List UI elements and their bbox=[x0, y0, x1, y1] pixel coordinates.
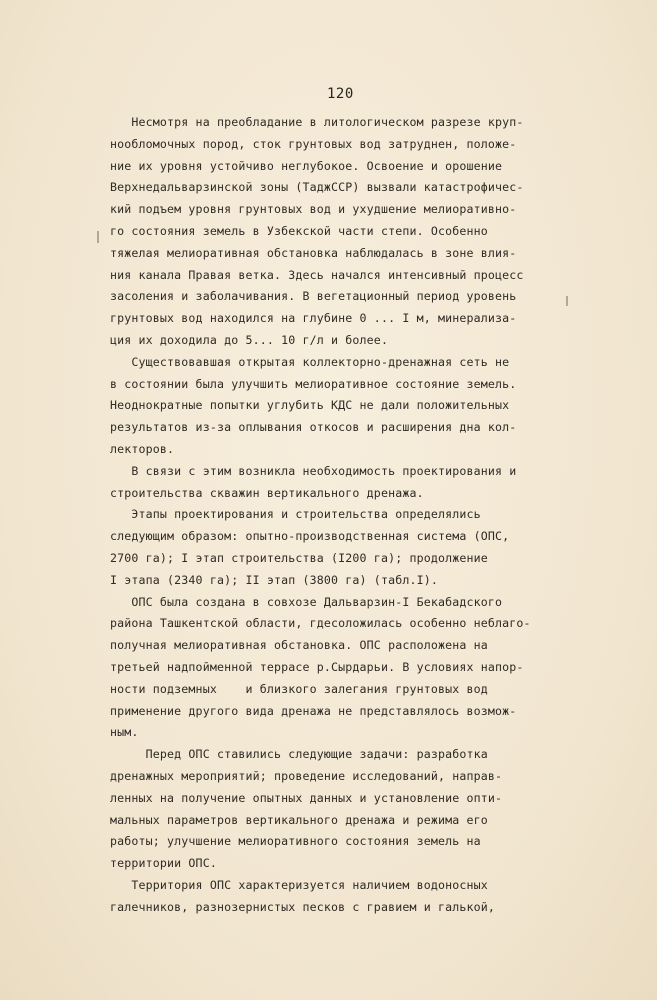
text-line: территории ОПС. bbox=[110, 856, 217, 871]
text-line: района Ташкентской области, гдесоложилась особенно неблаго- bbox=[110, 616, 531, 631]
text-line: грунтовых вод находился на глубине 0 ... I м, минерализа- bbox=[110, 311, 517, 326]
text-line: I этапа (2340 га); II этап (3800 га) (табл.I). bbox=[110, 572, 438, 587]
text-line: В связи с этим возникла необходимость проектирования и bbox=[110, 463, 517, 478]
text-line: Неоднократные попытки углубить КДС не дали положительных bbox=[110, 398, 510, 413]
text-line: в состоянии была улучшить мелиоративное состояние земель. bbox=[110, 376, 517, 391]
text-line: Верхнедальварзинской зоны (ТаджССР) вызвали катастрофичес- bbox=[110, 180, 524, 195]
text-line: получная мелиоративная обстановка. ОПС расположена на bbox=[110, 638, 488, 653]
text-line: Территория ОПС характеризуется наличием водоносных bbox=[110, 877, 488, 892]
text-line: ным. bbox=[110, 725, 139, 740]
margin-mark bbox=[97, 231, 99, 243]
page-number: 120 bbox=[327, 86, 354, 102]
text-line: работы; улучшение мелиоративного состояния земель на bbox=[110, 834, 481, 849]
text-line: тяжелая мелиоративная обстановка наблюдалась в зоне влия- bbox=[110, 245, 517, 260]
text-line: кий подъем уровня грунтовых вод и ухудшение мелиоративно- bbox=[110, 202, 517, 217]
text-line: результатов из-за оплывания откосов и расширения дна кол- bbox=[110, 420, 517, 435]
text-line: дренажных мероприятий; проведение исследований, направ- bbox=[110, 768, 503, 783]
text-line: Этапы проектирования и строительства определялись bbox=[110, 507, 481, 522]
text-line: применение другого вида дренажа не представлялось возмож- bbox=[110, 703, 517, 718]
text-line: ленных на получение опытных данных и установление опти- bbox=[110, 790, 503, 805]
text-line: ния канала Правая ветка. Здесь начался интенсивный процесс bbox=[110, 267, 524, 282]
text-line: следующим образом: опытно-производственная система (ОПС, bbox=[110, 529, 510, 544]
text-line: мальных параметров вертикального дренажа и режима его bbox=[110, 812, 488, 827]
text-line: засоления и заболачивания. В вегетационный период уровень bbox=[110, 289, 517, 304]
text-line: лекторов. bbox=[110, 441, 175, 456]
body-text bbox=[110, 112, 580, 918]
text-line: ция их доходила до 5... 10 г/л и более. bbox=[110, 332, 389, 347]
text-line: го состояния земель в Узбекской части степи. Особенно bbox=[110, 223, 488, 238]
text-line: ности подземных и близкого залегания грунтовых вод bbox=[110, 681, 488, 696]
text-line: 2700 га); I этап строительства (I200 га); продолжение bbox=[110, 550, 488, 565]
text-line: галечников, разнозернистых песков с гравием и галькой, bbox=[110, 899, 496, 914]
text-line: Перед ОПС ставились следующие задачи: разработка bbox=[110, 747, 488, 762]
text-line: ние их уровня устойчиво неглубокое. Освоение и орошение bbox=[110, 158, 503, 173]
text-line: Существовавшая открытая коллекторно-дренажная сеть не bbox=[110, 354, 510, 369]
text-line: Несмотря на преобладание в литологическом разрезе круп- bbox=[110, 115, 524, 129]
text-line: ОПС была создана в совхозе Дальварзин-I Бекабадского bbox=[110, 594, 503, 609]
text-line: третьей надпойменной террасе р.Сырдарьи. В условиях напор- bbox=[110, 659, 524, 674]
text-line: строительства скважин вертикального дренажа. bbox=[110, 485, 424, 500]
text-line: нообломочных пород, сток грунтовых вод затруднен, положе- bbox=[110, 136, 517, 151]
